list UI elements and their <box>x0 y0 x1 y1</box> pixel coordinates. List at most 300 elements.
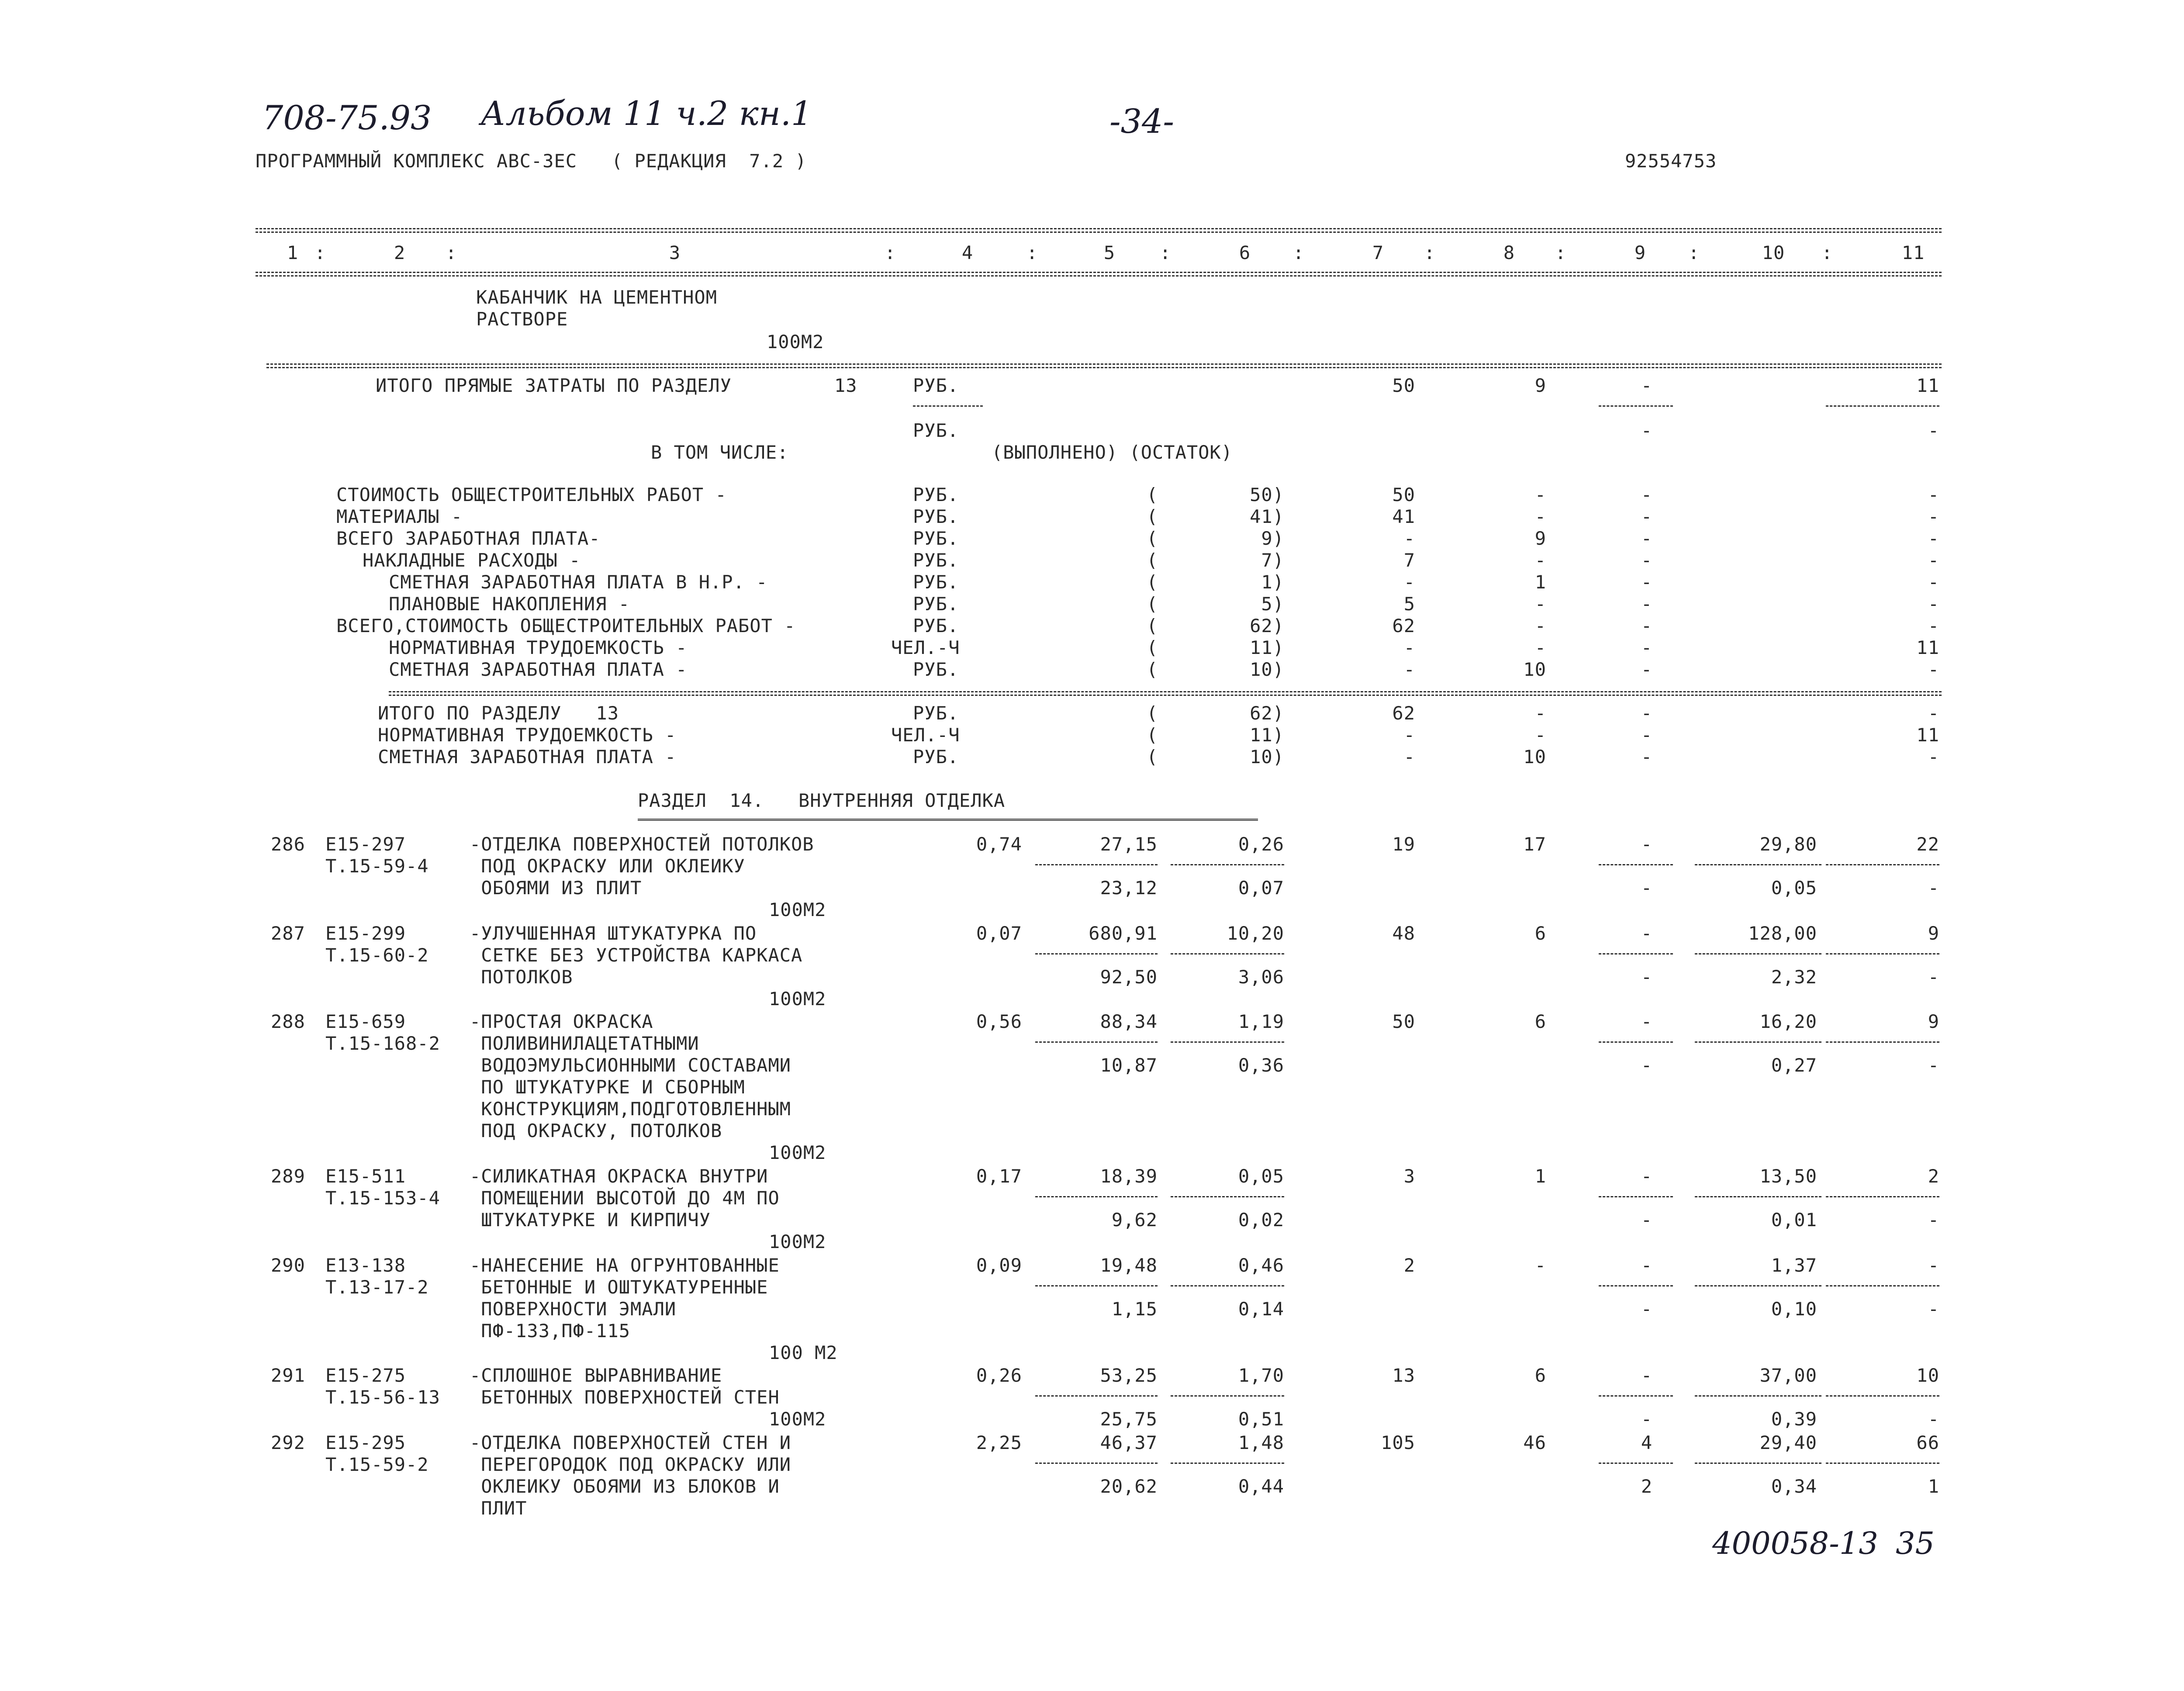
itogo-direct-unit-2: РУБ. <box>913 420 959 441</box>
item-underline-c11 <box>1826 1285 1939 1286</box>
item-description: КОНСТРУКЦИЯМ,ПОДГОТОВЛЕННЫМ <box>470 1098 791 1120</box>
column-separator: : <box>1026 242 1038 263</box>
item-underline-c9 <box>1599 1463 1673 1464</box>
breakdown-c9: - <box>1641 637 1653 658</box>
item-c10-second: 2,32 <box>1771 966 1817 988</box>
breakdown-c8: 10 <box>1523 659 1546 680</box>
item-description: ПОВЕРХНОСТИ ЭМАЛИ <box>470 1298 677 1320</box>
item-code-2: Т.15-56-13 <box>325 1387 440 1408</box>
item-underline-c10 <box>1695 1395 1821 1397</box>
item-description: -ОТДЕЛКА ПОВЕРХНОСТЕЙ ПОТОЛКОВ <box>470 833 814 855</box>
item-c5-second: 10,87 <box>1100 1055 1158 1076</box>
total-c7: 62 <box>1392 702 1415 724</box>
column-separator: : <box>1424 242 1436 263</box>
rule-breakdown-bottom <box>389 691 1942 692</box>
breakdown-c8: - <box>1534 484 1546 505</box>
column-number-2: 2 <box>394 242 406 263</box>
item-description: ПО ШТУКАТУРКЕ И СБОРНЫМ <box>470 1076 745 1098</box>
item-description: -СИЛИКАТНАЯ ОКРАСКА ВНУТРИ <box>470 1165 768 1187</box>
breakdown-c7: 41 <box>1392 506 1415 527</box>
carryover-unit: 100М2 <box>767 331 824 353</box>
item-description: ПОТОЛКОВ <box>470 966 573 988</box>
breakdown-c11: - <box>1928 506 1939 527</box>
item-unit: 100М2 <box>769 988 826 1010</box>
item-underline-c6 <box>1171 1395 1284 1397</box>
total-c8: - <box>1534 724 1546 746</box>
breakdown-value: 7) <box>1261 550 1284 571</box>
breakdown-c7: 50 <box>1392 484 1415 505</box>
item-code: Е15-275 <box>325 1365 406 1386</box>
item-c9: - <box>1641 1255 1653 1276</box>
item-code-2: Т.15-59-4 <box>325 855 429 877</box>
item-c9-second: - <box>1641 1298 1653 1320</box>
done-remaining-header: (ВЫПОЛНЕНО) (ОСТАТОК) <box>992 442 1233 463</box>
breakdown-c11: - <box>1928 484 1939 505</box>
item-c5: 19,48 <box>1100 1255 1158 1276</box>
breakdown-unit: РУБ. <box>913 615 959 636</box>
item-c10: 16,20 <box>1759 1011 1817 1032</box>
breakdown-c11: - <box>1928 550 1939 571</box>
item-c5-second: 25,75 <box>1100 1408 1158 1430</box>
item-c5: 46,37 <box>1100 1432 1158 1453</box>
item-c9: - <box>1641 923 1653 944</box>
item-underline-c5 <box>1035 1196 1158 1197</box>
breakdown-unit: РУБ. <box>913 506 959 527</box>
item-c11: 22 <box>1916 833 1939 855</box>
item-c9-second: - <box>1641 1055 1653 1076</box>
breakdown-c8: - <box>1534 593 1546 615</box>
total-value: 10) <box>1250 746 1284 768</box>
total-unit: РУБ. <box>913 746 959 768</box>
column-separator: : <box>1555 242 1567 263</box>
page-number: -34- <box>1109 102 1175 141</box>
item-c5: 53,25 <box>1100 1365 1158 1386</box>
item-c5-second: 92,50 <box>1100 966 1158 988</box>
item-underline-c11 <box>1826 1196 1939 1197</box>
itogo-direct-c8: 9 <box>1534 375 1546 396</box>
item-c9: - <box>1641 1011 1653 1032</box>
item-c10: 29,80 <box>1759 833 1817 855</box>
item-c11-second: - <box>1928 1408 1939 1430</box>
item-c4: 2,25 <box>976 1432 1022 1453</box>
item-underline-c9 <box>1599 1196 1673 1197</box>
item-c7: 13 <box>1392 1365 1415 1386</box>
item-c11: 2 <box>1928 1165 1939 1187</box>
item-c8: 1 <box>1534 1165 1546 1187</box>
item-c5: 27,15 <box>1100 833 1158 855</box>
item-c7: 50 <box>1392 1011 1415 1032</box>
item-c10: 29,40 <box>1759 1432 1817 1453</box>
item-c8: 46 <box>1523 1432 1546 1453</box>
item-c9-second: - <box>1641 966 1653 988</box>
item-underline-c9 <box>1599 1285 1673 1286</box>
itogo-direct-section: 13 <box>834 375 857 396</box>
item-c11: 9 <box>1928 923 1939 944</box>
item-c11-second: - <box>1928 1298 1939 1320</box>
item-c4: 0,74 <box>976 833 1022 855</box>
item-c9-second: - <box>1641 1209 1653 1231</box>
breakdown-c9: - <box>1641 593 1653 615</box>
carryover-line-1: КАБАНЧИК НА ЦЕМЕНТНОМ <box>476 287 718 308</box>
paren-open: ( <box>1147 615 1158 636</box>
item-c10: 37,00 <box>1759 1365 1817 1386</box>
paren-open: ( <box>1147 484 1158 505</box>
item-code: Е15-511 <box>325 1165 406 1187</box>
item-c5: 88,34 <box>1100 1011 1158 1032</box>
column-number-6: 6 <box>1239 242 1251 263</box>
item-description: ПОМЕЩЕНИИ ВЫСОТОЙ ДО 4М ПО <box>470 1187 780 1209</box>
item-description: БЕТОННЫХ ПОВЕРХНОСТЕЙ СТЕН <box>470 1387 780 1408</box>
paren-open: ( <box>1147 637 1158 658</box>
item-underline-c5 <box>1035 1041 1158 1043</box>
total-unit: ЧЕЛ.-Ч <box>891 724 960 746</box>
item-c9-second: - <box>1641 1408 1653 1430</box>
breakdown-unit: РУБ. <box>913 659 959 680</box>
item-description: ПОД ОКРАСКУ, ПОТОЛКОВ <box>470 1120 722 1141</box>
item-c7: 2 <box>1403 1255 1415 1276</box>
item-number: 290 <box>271 1255 305 1276</box>
column-number-4: 4 <box>961 242 974 263</box>
paren-open: ( <box>1147 659 1158 680</box>
item-c6-second: 0,02 <box>1238 1209 1284 1231</box>
column-separator: : <box>1688 242 1700 263</box>
breakdown-label: СТОИМОСТЬ ОБЩЕСТРОИТЕЛЬНЫХ РАБОТ - <box>336 484 727 505</box>
item-code-2: Т.15-60-2 <box>325 944 429 966</box>
item-c10-second: 0,05 <box>1771 877 1817 899</box>
breakdown-c9: - <box>1641 659 1653 680</box>
column-separator: : <box>1160 242 1171 263</box>
column-separator: : <box>885 242 896 263</box>
item-c4: 0,09 <box>976 1255 1022 1276</box>
total-label: СМЕТНАЯ ЗАРАБОТНАЯ ПЛАТА - <box>378 746 677 768</box>
item-underline-c10 <box>1695 1463 1821 1464</box>
item-c6-second: 0,36 <box>1238 1055 1284 1076</box>
item-description: ОБОЯМИ ИЗ ПЛИТ <box>470 877 642 899</box>
item-description: ВОДОЭМУЛЬСИОННЫМИ СОСТАВАМИ <box>470 1055 791 1076</box>
item-underline-c11 <box>1826 953 1939 954</box>
total-c9: - <box>1641 724 1653 746</box>
item-c11: 10 <box>1916 1365 1939 1386</box>
paren-open: ( <box>1147 724 1158 746</box>
breakdown-label: ВСЕГО ЗАРАБОТНАЯ ПЛАТА- <box>336 528 601 549</box>
total-c11: - <box>1928 746 1939 768</box>
item-underline-c10 <box>1695 1196 1821 1197</box>
breakdown-label: МАТЕРИАЛЫ - <box>336 506 463 527</box>
breakdown-c11: - <box>1928 593 1939 615</box>
footer-code: 400058-13 <box>1712 1525 1878 1561</box>
item-c11-second: - <box>1928 877 1939 899</box>
item-code: Е15-295 <box>325 1432 406 1453</box>
column-number-11: 11 <box>1901 242 1925 263</box>
rule-header-bottom <box>256 272 1942 273</box>
item-c6: 10,20 <box>1227 923 1284 944</box>
section-title: РАЗДЕЛ 14. ВНУТРЕННЯЯ ОТДЕЛКА <box>638 790 1006 811</box>
program-header: ПРОГРАММНЫЙ КОМПЛЕКС АВС-3ЕС ( РЕДАКЦИЯ 7.2 ) <box>256 150 807 172</box>
item-number: 292 <box>271 1432 305 1453</box>
rule-itogo-top <box>266 363 1942 365</box>
breakdown-value: 41) <box>1250 506 1284 527</box>
item-underline-c9 <box>1599 953 1673 954</box>
item-c4: 0,56 <box>976 1011 1022 1032</box>
column-number-1: 1 <box>287 242 299 263</box>
total-c8: 10 <box>1523 746 1546 768</box>
item-description: -ПРОСТАЯ ОКРАСКА <box>470 1011 653 1032</box>
item-c9: - <box>1641 833 1653 855</box>
item-c11-second: 1 <box>1928 1476 1939 1497</box>
breakdown-label: НОРМАТИВНАЯ ТРУДОЕМКОСТЬ - <box>389 637 688 658</box>
item-c6-second: 0,14 <box>1238 1298 1284 1320</box>
breakdown-c7: 62 <box>1392 615 1415 636</box>
paren-open: ( <box>1147 702 1158 724</box>
item-c7: 48 <box>1392 923 1415 944</box>
item-underline-c10 <box>1695 1041 1821 1043</box>
breakdown-c8: 9 <box>1534 528 1546 549</box>
item-underline-c11 <box>1826 864 1939 865</box>
breakdown-label: СМЕТНАЯ ЗАРАБОТНАЯ ПЛАТА - <box>389 659 688 680</box>
item-description: БЕТОННЫЕ И ОШТУКАТУРЕННЫЕ <box>470 1276 768 1298</box>
item-underline-c6 <box>1171 1463 1284 1464</box>
rule-breakdown-bottom-2 <box>389 695 1942 696</box>
item-c6-second: 0,07 <box>1238 877 1284 899</box>
paren-open: ( <box>1147 506 1158 527</box>
column-number-5: 5 <box>1103 242 1116 263</box>
breakdown-value: 62) <box>1250 615 1284 636</box>
breakdown-unit: РУБ. <box>913 550 959 571</box>
column-number-3: 3 <box>669 242 681 263</box>
breakdown-label: ВСЕГО,СТОИМОСТЬ ОБЩЕСТРОИТЕЛЬНЫХ РАБОТ - <box>336 615 796 636</box>
item-c10: 13,50 <box>1759 1165 1817 1187</box>
breakdown-value: 50) <box>1250 484 1284 505</box>
item-underline-c6 <box>1171 1285 1284 1286</box>
item-c7: 19 <box>1392 833 1415 855</box>
item-c5: 18,39 <box>1100 1165 1158 1187</box>
rule-header-bottom-2 <box>256 275 1942 277</box>
item-underline-c5 <box>1035 953 1158 954</box>
item-unit: 100М2 <box>769 1142 826 1163</box>
rule-top-2 <box>256 232 1942 233</box>
item-unit: 100М2 <box>769 899 826 920</box>
item-underline-c9 <box>1599 1041 1673 1043</box>
item-code: Е15-659 <box>325 1011 406 1032</box>
item-c5: 680,91 <box>1089 923 1158 944</box>
breakdown-c11: - <box>1928 615 1939 636</box>
breakdown-c9: - <box>1641 571 1653 593</box>
itogo-direct-c9b: - <box>1641 420 1653 441</box>
total-c11: - <box>1928 702 1939 724</box>
paren-open: ( <box>1147 550 1158 571</box>
item-c6-second: 0,51 <box>1238 1408 1284 1430</box>
paren-open: ( <box>1147 528 1158 549</box>
item-number: 286 <box>271 833 305 855</box>
underline-c11 <box>1826 405 1939 407</box>
item-c11-second: - <box>1928 1055 1939 1076</box>
itogo-direct-unit: РУБ. <box>913 375 959 396</box>
rule-itogo-top-2 <box>266 367 1942 368</box>
item-c11-second: - <box>1928 966 1939 988</box>
item-description: -ОТДЕЛКА ПОВЕРХНОСТЕЙ СТЕН И <box>470 1432 791 1453</box>
breakdown-c7: - <box>1403 659 1415 680</box>
breakdown-value: 9) <box>1261 528 1284 549</box>
column-number-9: 9 <box>1634 242 1646 263</box>
item-c9: 4 <box>1641 1432 1653 1453</box>
item-underline-c9 <box>1599 864 1673 865</box>
item-c4: 0,26 <box>976 1365 1022 1386</box>
item-c9-second: 2 <box>1641 1476 1653 1497</box>
paren-open: ( <box>1147 746 1158 768</box>
item-unit: 100М2 <box>769 1231 826 1252</box>
breakdown-c11: 11 <box>1916 637 1939 658</box>
item-c9: - <box>1641 1365 1653 1386</box>
breakdown-label: НАКЛАДНЫЕ РАСХОДЫ - <box>363 550 581 571</box>
item-c10-second: 0,01 <box>1771 1209 1817 1231</box>
itogo-direct-c11b: - <box>1928 420 1939 441</box>
document-id: 92554753 <box>1625 150 1717 172</box>
item-underline-c11 <box>1826 1395 1939 1397</box>
item-c5-second: 1,15 <box>1111 1298 1158 1320</box>
breakdown-label: ПЛАНОВЫЕ НАКОПЛЕНИЯ - <box>389 593 630 615</box>
breakdown-value: 10) <box>1250 659 1284 680</box>
item-description: ПОД ОКРАСКУ ИЛИ ОКЛЕИКУ <box>470 855 745 877</box>
item-description: ПЕРЕГОРОДОК ПОД ОКРАСКУ ИЛИ <box>470 1454 791 1475</box>
item-description: ОКЛЕИКУ ОБОЯМИ ИЗ БЛОКОВ И <box>470 1476 780 1497</box>
breakdown-value: 5) <box>1261 593 1284 615</box>
breakdown-label: СМЕТНАЯ ЗАРАБОТНАЯ ПЛАТА В Н.Р. - <box>389 571 768 593</box>
total-label: ИТОГО ПО РАЗДЕЛУ 13 <box>378 702 619 724</box>
item-underline-c5 <box>1035 1463 1158 1464</box>
item-underline-c5 <box>1035 1285 1158 1286</box>
column-number-8: 8 <box>1503 242 1515 263</box>
item-underline-c11 <box>1826 1041 1939 1043</box>
item-c9: - <box>1641 1165 1653 1187</box>
item-c10-second: 0,34 <box>1771 1476 1817 1497</box>
item-c4: 0,17 <box>976 1165 1022 1187</box>
item-c6-second: 3,06 <box>1238 966 1284 988</box>
item-underline-c10 <box>1695 864 1821 865</box>
item-c4: 0,07 <box>976 923 1022 944</box>
total-c11: 11 <box>1916 724 1939 746</box>
breakdown-c8: 1 <box>1534 571 1546 593</box>
item-unit: 100 М2 <box>769 1342 838 1363</box>
breakdown-unit: РУБ. <box>913 571 959 593</box>
item-c10: 1,37 <box>1771 1255 1817 1276</box>
rule-top <box>256 228 1942 229</box>
underline-unit <box>913 405 983 407</box>
item-underline-c10 <box>1695 953 1821 954</box>
item-code: Е15-299 <box>325 923 406 944</box>
breakdown-c7: - <box>1403 528 1415 549</box>
item-c5-second: 20,62 <box>1100 1476 1158 1497</box>
item-c9-second: - <box>1641 877 1653 899</box>
item-underline-c6 <box>1171 1041 1284 1043</box>
item-c8: 6 <box>1534 1365 1546 1386</box>
item-description: -НАНЕСЕНИЕ НА ОГРУНТОВАННЫЕ <box>470 1255 780 1276</box>
item-number: 289 <box>271 1165 305 1187</box>
breakdown-c8: - <box>1534 615 1546 636</box>
item-underline-c11 <box>1826 1463 1939 1464</box>
item-c5-second: 9,62 <box>1111 1209 1158 1231</box>
item-underline-c5 <box>1035 1395 1158 1397</box>
item-description: ШТУКАТУРКЕ И КИРПИЧУ <box>470 1209 711 1231</box>
item-c10: 128,00 <box>1748 923 1817 944</box>
album-number: 708-75.93 <box>262 98 432 137</box>
breakdown-unit: РУБ. <box>913 528 959 549</box>
footer-page: 35 <box>1896 1525 1935 1561</box>
item-c6: 0,26 <box>1238 833 1284 855</box>
item-underline-c6 <box>1171 953 1284 954</box>
breakdown-c9: - <box>1641 550 1653 571</box>
item-c10-second: 0,10 <box>1771 1298 1817 1320</box>
item-number: 288 <box>271 1011 305 1032</box>
breakdown-c7: - <box>1403 571 1415 593</box>
breakdown-c7: - <box>1403 637 1415 658</box>
item-c7: 3 <box>1403 1165 1415 1187</box>
carryover-line-2: РАСТВОРЕ <box>476 308 568 330</box>
item-c11: - <box>1928 1255 1939 1276</box>
column-number-10: 10 <box>1762 242 1785 263</box>
total-c8: - <box>1534 702 1546 724</box>
item-c7: 105 <box>1381 1432 1415 1453</box>
item-c11: 9 <box>1928 1011 1939 1032</box>
item-c11-second: - <box>1928 1209 1939 1231</box>
item-c6: 1,70 <box>1238 1365 1284 1386</box>
itogo-direct-c11: 11 <box>1916 375 1939 396</box>
item-code: Е15-297 <box>325 833 406 855</box>
item-description: СЕТКЕ БЕЗ УСТРОЙСТВА КАРКАСА <box>470 944 803 966</box>
breakdown-c7: 7 <box>1403 550 1415 571</box>
column-number-7: 7 <box>1372 242 1384 263</box>
item-code-2: Т.15-59-2 <box>325 1454 429 1475</box>
column-separator: : <box>446 242 457 263</box>
paren-open: ( <box>1147 571 1158 593</box>
item-description: ПФ-133,ПФ-115 <box>470 1320 631 1342</box>
breakdown-c11: - <box>1928 571 1939 593</box>
breakdown-value: 11) <box>1250 637 1284 658</box>
breakdown-unit: РУБ. <box>913 484 959 505</box>
item-unit: 100М2 <box>769 1408 826 1430</box>
breakdown-c8: - <box>1534 637 1546 658</box>
column-separator: : <box>314 242 326 263</box>
item-number: 287 <box>271 923 305 944</box>
itogo-direct-c7: 50 <box>1392 375 1415 396</box>
total-unit: РУБ. <box>913 702 959 724</box>
item-description: -УЛУЧШЕННАЯ ШТУКАТУРКА ПО <box>470 923 757 944</box>
itogo-direct-c9: - <box>1641 375 1653 396</box>
item-c5-second: 23,12 <box>1100 877 1158 899</box>
total-label: НОРМАТИВНАЯ ТРУДОЕМКОСТЬ - <box>378 724 677 746</box>
paren-open: ( <box>1147 593 1158 615</box>
total-c9: - <box>1641 702 1653 724</box>
item-underline-c5 <box>1035 864 1158 865</box>
item-underline-c6 <box>1171 864 1284 865</box>
item-underline-c10 <box>1695 1285 1821 1286</box>
item-c10-second: 0,27 <box>1771 1055 1817 1076</box>
v-tom-chisle-label: В ТОМ ЧИСЛЕ: <box>651 442 789 463</box>
item-code-2: Т.15-153-4 <box>325 1187 440 1209</box>
item-c6: 0,05 <box>1238 1165 1284 1187</box>
item-c11: 66 <box>1916 1432 1939 1453</box>
total-c7: - <box>1403 746 1415 768</box>
breakdown-unit: ЧЕЛ.-Ч <box>891 637 960 658</box>
breakdown-c11: - <box>1928 659 1939 680</box>
breakdown-c9: - <box>1641 484 1653 505</box>
itogo-direct-label: ИТОГО ПРЯМЫЕ ЗАТРАТЫ ПО РАЗДЕЛУ <box>376 375 732 396</box>
item-c8: 6 <box>1534 923 1546 944</box>
total-c7: - <box>1403 724 1415 746</box>
item-description: ПЛИТ <box>470 1497 527 1519</box>
item-code-2: Т.15-168-2 <box>325 1033 440 1054</box>
column-separator: : <box>1821 242 1833 263</box>
item-description: -СПЛОШНОЕ ВЫРАВНИВАНИЕ <box>470 1365 722 1386</box>
